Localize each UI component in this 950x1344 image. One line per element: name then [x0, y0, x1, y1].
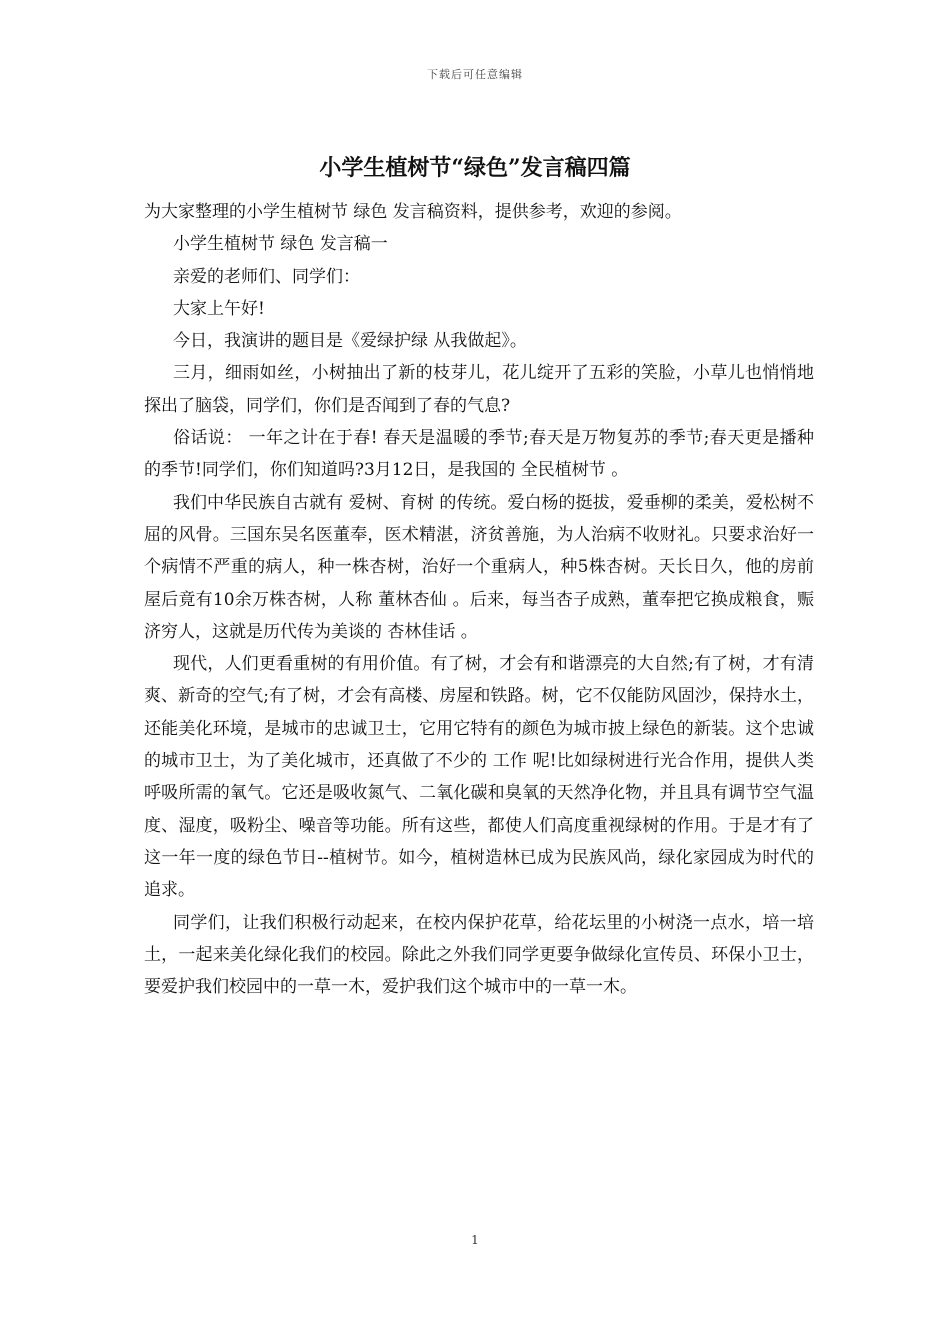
salutation: 亲爱的老师们、同学们： — [173, 266, 360, 287]
document-title: 小学生植树节“绿色”发言稿四篇 — [319, 155, 631, 181]
intro-paragraph: 为大家整理的小学生植树节 绿色 发言稿资料，提供参考，欢迎的参阅。 — [144, 202, 682, 222]
section-heading: 小学生植树节 绿色 发言稿一 — [173, 234, 388, 255]
body-paragraph: 俗话说： 一年之计在于春! 春天是温暖的季节;春天是万物复苏的季节;春天更是播种的季节!同学们，你们知道吗?3月12日，是我国的 全民植树节 。 — [144, 428, 814, 481]
body-paragraph: 我们中华民族自古就有 爱树、育树 的传统。爱白杨的挺拔，爱垂柳的柔美，爱松树不屈的风骨。三国东吴名医董奉，医术精湛，济贫善施，为人治病不收财礼。只要求治好一个病情不严重的病人，种一株杏树，治好一个重病人，种5株杏树。天长日久，他的房前屋后竟有10余万株杏树，人称 董林杏仙 。后来，每当杏子成熟，董奉把它换成粮食，赈济穷人，这就是历代传为美谈的 杏林佳话 。 — [144, 492, 814, 642]
document-body — [144, 196, 814, 1003]
page-number: 1 — [471, 1233, 479, 1247]
body-paragraph: 三月，细雨如丝，小树抽出了新的枝芽儿，花儿绽开了五彩的笑脸，小草儿也悄悄地探出了脑袋，同学们，你们是否闻到了春的气息? — [144, 363, 814, 416]
body-paragraph: 同学们，让我们积极行动起来，在校内保护花草，给花坛里的小树浇一点水，培一培土，一起来美化绿化我们的校园。除此之外我们同学更要争做绿化宣传员、环保小卫士，要爱护我们校园中的一草一木，爱护我们这个城市中的一草一木。 — [144, 912, 814, 998]
greeting: 大家上午好! — [173, 298, 265, 319]
speech-topic: 今日，我演讲的题目是《爱绿护绿 从我做起》。 — [173, 331, 527, 352]
body-paragraph: 现代，人们更看重树的有用价值。有了树，才会有和谐漂亮的大自然;有了树，才有清爽、新奇的空气;有了树，才会有高楼、房屋和铁路。树，它不仅能防风固沙，保持水土，还能美化环境，是城市的忠诚卫士，它用它特有的颜色为城市披上绿色的新装。这个忠诚的城市卫士，为了美化城市，还真做了不少的 工作 呢!比如绿树进行光合作用，提供人类呼吸所需的氧气。它还是吸收氮气、二氧化碳和臭氧的天然净化物，并且具有调节空气温度、湿度，吸粉尘、噪音等功能。所有这些，都使人们高度重视绿树的作用。于是才有了这一年一度的绿色节日--植树节。如今，植树造林已成为民族风尚，绿化家园成为时代的追求。 — [144, 654, 814, 901]
header-note: 下载后可任意编辑 — [427, 68, 523, 81]
